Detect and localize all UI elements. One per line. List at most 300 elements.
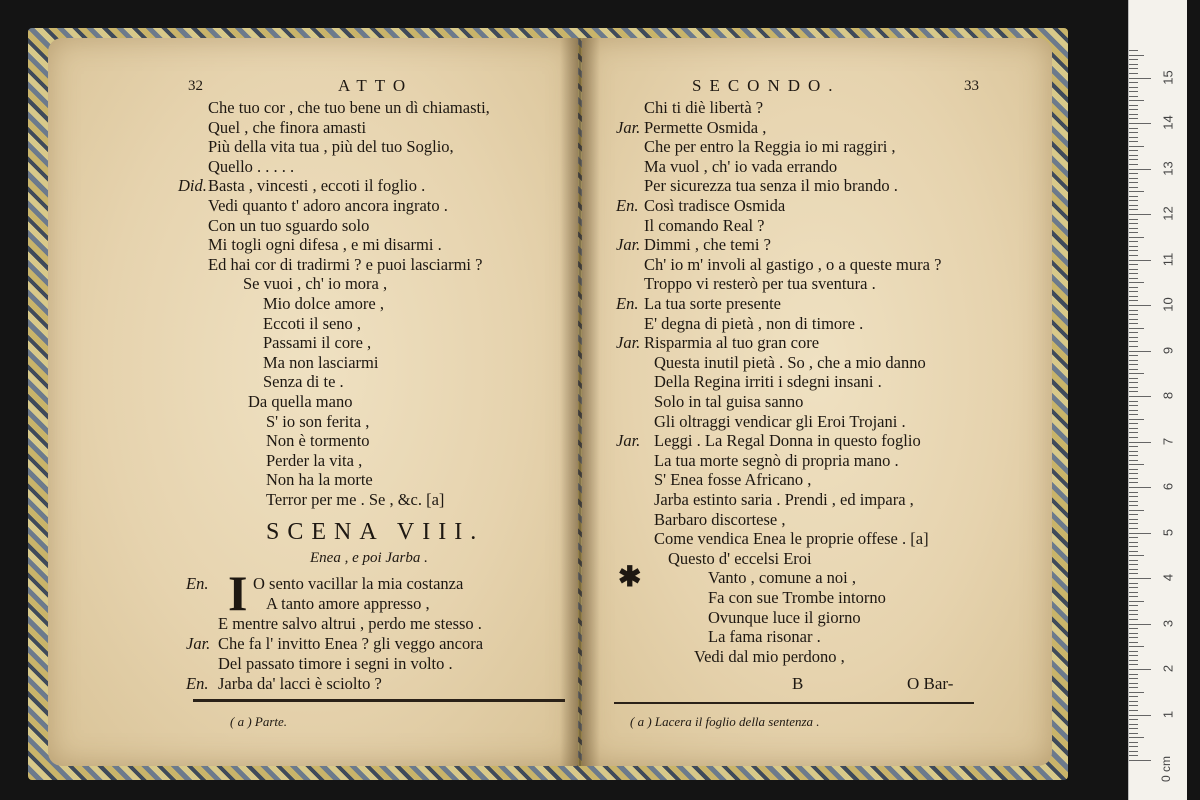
- right-footnote: ( a ) Lacera il foglio della sentenza .: [630, 714, 820, 729]
- speaker-label: Jar.: [616, 117, 641, 137]
- ruler-tick: [1129, 510, 1144, 511]
- line-text: Del passato timore i segni in volto .: [218, 654, 453, 673]
- ruler-tick: [1129, 555, 1144, 556]
- text-line: [248, 392, 352, 412]
- text-line: [186, 574, 464, 594]
- ruler-tick: [1129, 432, 1138, 433]
- speaker-label: En.: [186, 674, 209, 693]
- ruler-tick: [1129, 391, 1138, 392]
- line-text: Il comando Real ?: [644, 215, 765, 235]
- ruler-tick: [1129, 724, 1138, 725]
- ruler-tick: [1129, 300, 1138, 301]
- ruler-tick: [1129, 241, 1138, 242]
- line-text: La fama risonar .: [708, 627, 821, 647]
- speaker-label: En.: [616, 196, 639, 215]
- text-line: [654, 392, 803, 412]
- line-text: Jarba da' lacci è sciolto ?: [218, 674, 382, 693]
- ruler-tick: [1129, 605, 1138, 606]
- text-line: [654, 353, 926, 373]
- ruler-number: 14: [1160, 115, 1176, 130]
- text-line: [208, 255, 482, 275]
- ruler-tick: [1129, 314, 1138, 315]
- text-line: [644, 157, 837, 177]
- ruler-tick: [1129, 614, 1138, 615]
- ruler-tick: [1129, 664, 1138, 665]
- ruler-tick: [1129, 728, 1138, 729]
- line-text: E mentre salvo altrui , perdo me stesso .: [218, 614, 482, 633]
- text-line: [263, 353, 378, 373]
- ruler-tick: [1129, 619, 1138, 620]
- line-text: Se vuoi , ch' io mora ,: [243, 274, 388, 294]
- ruler-tick: [1129, 369, 1138, 370]
- text-line: [708, 588, 886, 608]
- ruler-tick: [1129, 132, 1138, 133]
- line-text: Eccoti il seno ,: [263, 313, 362, 333]
- ruler-tick: [1129, 755, 1138, 756]
- text-line: [218, 654, 453, 674]
- line-text: Non è tormento: [266, 431, 370, 451]
- line-text: Barbaro discortese ,: [654, 509, 786, 529]
- ruler-tick: [1129, 646, 1144, 647]
- ruler-tick: [1129, 637, 1138, 638]
- ruler-tick: [1129, 182, 1138, 183]
- ruler-tick: [1129, 78, 1151, 79]
- line-text: Mi togli ogni difesa , e mi disarmi .: [208, 235, 442, 255]
- ruler-tick: [1129, 546, 1138, 547]
- ruler-tick: [1129, 282, 1144, 283]
- ruler-tick: [1129, 596, 1138, 597]
- line-text: Vedi quanto t' adoro ancora ingrato .: [208, 196, 448, 215]
- ruler-tick: [1129, 733, 1138, 734]
- text-line: [208, 196, 448, 216]
- ruler-tick: [1129, 319, 1138, 320]
- ruler-tick: [1129, 87, 1138, 88]
- line-text: Mio dolce amore ,: [263, 294, 384, 313]
- measuring-ruler: [1128, 0, 1187, 800]
- ruler-tick: [1129, 464, 1144, 465]
- ruler-tick: [1129, 610, 1138, 611]
- ruler-tick: [1129, 128, 1138, 129]
- ruler-tick: [1129, 150, 1138, 151]
- line-text: Da quella mano: [248, 392, 353, 411]
- ruler-tick: [1129, 323, 1138, 324]
- ruler-number: 1: [1160, 710, 1176, 718]
- ruler-tick: [1129, 437, 1138, 438]
- ruler-tick: [1129, 651, 1138, 652]
- line-text: Più della vita tua , più del tuo Soglio,: [208, 137, 454, 157]
- ruler-tick: [1129, 164, 1138, 165]
- line-text: Ma vuol , ch' io vada errando: [644, 156, 838, 176]
- ruler-tick: [1129, 310, 1138, 311]
- ruler-tick: [1129, 59, 1138, 60]
- text-line: [263, 294, 384, 314]
- line-text: Che per entro la Reggia io mi raggiri ,: [644, 137, 896, 157]
- ruler-tick: [1129, 219, 1138, 220]
- ruler-tick: [1129, 737, 1144, 738]
- ruler-tick: [1129, 200, 1138, 201]
- ruler-tick: [1129, 492, 1138, 493]
- ruler-number: 5: [1160, 528, 1176, 536]
- line-text: Non ha la morte: [266, 470, 373, 490]
- line-text: Permette Osmida ,: [644, 117, 767, 137]
- ruler-number: 10: [1160, 297, 1176, 312]
- ruler-tick: [1129, 137, 1138, 138]
- text-line: [243, 274, 387, 294]
- text-line: [668, 549, 812, 569]
- ruler-tick: [1129, 460, 1138, 461]
- line-text: S' io son ferita ,: [266, 411, 370, 431]
- ruler-tick: [1129, 332, 1138, 333]
- speaker-label: Jar.: [186, 634, 211, 653]
- line-text: Quel , che finora amasti: [208, 117, 367, 137]
- ruler-tick: [1129, 68, 1138, 69]
- ruler-tick: [1129, 624, 1151, 625]
- ruler-tick: [1129, 710, 1138, 711]
- left-footnote: ( a ) Parte.: [230, 714, 288, 729]
- text-line: [266, 490, 444, 510]
- text-line: [208, 235, 442, 255]
- ruler-tick: [1129, 96, 1138, 97]
- ruler-tick: [1129, 146, 1144, 147]
- ruler-tick: [1129, 542, 1138, 543]
- ruler-tick: [1129, 446, 1138, 447]
- text-line: [208, 137, 454, 157]
- ruler-number: 15: [1160, 69, 1176, 85]
- line-text: E' degna di pietà , non di timore .: [644, 313, 864, 333]
- line-text: O sento vacillar la mia costanza: [253, 574, 464, 593]
- line-text: Chi ti diè libertà ?: [644, 98, 764, 117]
- text-line: [266, 451, 362, 471]
- ruler-tick: [1129, 346, 1138, 347]
- ruler-tick: [1129, 55, 1144, 56]
- ruler-tick: [1129, 564, 1138, 565]
- scene-title: SCENA VIII.: [266, 519, 485, 545]
- text-line: [263, 372, 344, 392]
- line-text: Ch' io m' involi al gastigo , o a queste mura ?: [644, 254, 942, 274]
- text-line: [654, 470, 811, 490]
- ruler-number: 3: [1160, 619, 1176, 627]
- line-text: Terror per me . Se , &c. [a]: [266, 490, 445, 509]
- ruler-tick: [1129, 328, 1144, 329]
- speaker-label: En.: [186, 574, 209, 593]
- ruler-tick: [1129, 505, 1138, 506]
- text-line: [708, 627, 821, 647]
- line-text: Basta , vincesti , eccoti il foglio .: [208, 176, 426, 196]
- ruler-tick: [1129, 442, 1151, 443]
- line-text: La tua morte segnò di propria mano .: [654, 450, 899, 470]
- ruler-tick: [1129, 260, 1151, 261]
- ruler-tick: [1129, 246, 1138, 247]
- ruler-tick: [1129, 469, 1138, 470]
- ruler-tick: [1129, 592, 1138, 593]
- ruler-tick: [1129, 214, 1151, 215]
- line-text: Che tuo cor , che tuo bene un dì chiamasti,: [208, 98, 490, 117]
- footnote-rule: [193, 699, 565, 702]
- ruler-tick: [1129, 250, 1138, 251]
- ruler-tick: [1129, 123, 1151, 124]
- signature-mark: B: [792, 674, 804, 693]
- text-line: [208, 98, 490, 118]
- ruler-number: 8: [1160, 391, 1176, 400]
- line-text: Ovunque luce il giorno: [708, 607, 861, 627]
- line-text: Risparmia al tuo gran core: [644, 333, 820, 353]
- line-text: Vedi dal mio perdono ,: [694, 646, 845, 666]
- ruler-tick: [1129, 114, 1138, 115]
- ruler-tick: [1129, 674, 1138, 675]
- ruler-tick: [1129, 187, 1138, 188]
- ruler-tick: [1129, 569, 1138, 570]
- text-line: [616, 235, 771, 255]
- ruler-tick: [1129, 355, 1138, 356]
- ruler-tick: [1129, 173, 1138, 174]
- ruler-tick: [1129, 405, 1138, 406]
- ruler-tick: [1129, 373, 1144, 374]
- ruler-tick: [1129, 473, 1138, 474]
- text-line: [266, 412, 369, 432]
- ruler-tick: [1129, 519, 1138, 520]
- text-line: [644, 314, 863, 334]
- ruler-tick: [1129, 105, 1138, 106]
- ruler-number: 13: [1160, 160, 1176, 176]
- ruler-tick: [1129, 360, 1138, 361]
- line-text: Jarba estinto saria . Prendi , ed impara ,: [654, 490, 914, 509]
- ruler-tick: [1129, 169, 1151, 170]
- ruler-tick: [1129, 82, 1138, 83]
- speaker-label: En.: [616, 294, 639, 313]
- ruler-tick: [1129, 687, 1138, 688]
- speaker-label: Jar.: [616, 431, 641, 451]
- ruler-tick: [1129, 223, 1138, 224]
- ruler-tick: [1129, 560, 1138, 561]
- text-line: [654, 451, 899, 471]
- ruler-tick: [1129, 337, 1138, 338]
- ruler-tick: [1129, 701, 1138, 702]
- line-text: Passami il core ,: [263, 333, 372, 353]
- line-text: Gli oltraggi vendicar gli Eroi Trojani .: [654, 411, 906, 431]
- ruler-number: 4: [1160, 573, 1176, 582]
- ruler-tick: [1129, 191, 1144, 192]
- ruler-tick: [1129, 64, 1138, 65]
- ruler-tick: [1129, 660, 1138, 661]
- ruler-tick: [1129, 655, 1138, 656]
- ruler-tick: [1129, 269, 1138, 270]
- text-line: [616, 196, 786, 216]
- ruler-tick: [1129, 715, 1151, 716]
- scene-subtitle: Enea , e poi Jarba .: [310, 550, 428, 566]
- line-text: La tua sorte presente: [644, 294, 781, 313]
- text-line: [218, 614, 482, 634]
- ruler-tick: [1129, 155, 1138, 156]
- line-text: Fa con sue Trombe intorno: [708, 588, 886, 607]
- ruler-tick: [1129, 455, 1138, 456]
- line-text: Quello . . . . .: [208, 156, 295, 176]
- ruler-tick: [1129, 583, 1138, 584]
- ruler-unit: 0 cm: [1159, 755, 1174, 783]
- text-line: [654, 510, 786, 530]
- line-text: Solo in tal guisa sanno: [654, 392, 804, 411]
- line-text: Questo d' eccelsi Eroi: [668, 548, 812, 568]
- ruler-tick: [1129, 573, 1138, 574]
- ruler-number: 7: [1160, 437, 1176, 445]
- line-text: Con un tuo sguardo solo: [208, 215, 370, 235]
- ruler-tick: [1129, 50, 1138, 51]
- ruler-tick: [1129, 523, 1138, 524]
- ruler-tick: [1129, 205, 1138, 206]
- ruler-tick: [1129, 382, 1138, 383]
- line-text: Della Regina irriti i sdegni insani .: [654, 372, 882, 392]
- ruler-tick: [1129, 273, 1138, 274]
- ruler-tick: [1129, 683, 1138, 684]
- text-line: [616, 431, 921, 451]
- ruler-tick: [1129, 237, 1144, 238]
- ruler-tick: [1129, 232, 1138, 233]
- line-text: Senza di te .: [263, 372, 344, 392]
- text-line: [266, 431, 370, 451]
- ruler-number: 12: [1160, 206, 1176, 221]
- ruler-tick: [1129, 364, 1138, 365]
- text-line: [644, 255, 941, 275]
- text-line: [178, 176, 426, 196]
- line-text: Perder la vita ,: [266, 450, 363, 470]
- line-text: S' Enea fosse Africano ,: [654, 470, 812, 490]
- line-text: Ma non lasciarmi: [263, 352, 379, 372]
- text-line: [654, 412, 906, 432]
- text-line: [708, 608, 861, 628]
- ruler-tick: [1129, 451, 1138, 452]
- ruler-tick: [1129, 628, 1138, 629]
- line-text: A tanto amore appresso ,: [266, 594, 430, 613]
- text-line: [616, 294, 781, 314]
- text-line: [186, 634, 484, 654]
- text-line: [694, 647, 845, 667]
- ruler-tick: [1129, 551, 1138, 552]
- left-page-number: 32: [188, 78, 203, 94]
- ruler-tick: [1129, 587, 1138, 588]
- ruler-tick: [1129, 255, 1138, 256]
- text-line: [208, 118, 366, 138]
- speaker-label: Jar.: [616, 235, 641, 255]
- text-line: [208, 216, 369, 236]
- right-page-number: 33: [964, 78, 979, 94]
- ruler-tick: [1129, 669, 1151, 670]
- ruler-tick: [1129, 742, 1138, 743]
- text-line: [266, 594, 430, 614]
- speaker-label: Jar.: [616, 333, 641, 353]
- ruler-tick: [1129, 100, 1144, 101]
- ruler-tick: [1129, 305, 1151, 306]
- left-running-head: ATTO: [338, 76, 414, 95]
- ruler-number: 6: [1160, 482, 1176, 491]
- ruler-tick: [1129, 91, 1138, 92]
- drop-cap: I: [228, 565, 248, 621]
- ruler-tick: [1129, 387, 1138, 388]
- line-text: Come vendica Enea le proprie offese . [a]: [654, 529, 929, 549]
- ruler-tick: [1129, 296, 1138, 297]
- footnote-rule-right: [614, 702, 974, 704]
- ruler-tick: [1129, 678, 1138, 679]
- ruler-tick: [1129, 642, 1138, 643]
- text-line: [708, 568, 856, 588]
- ruler-tick: [1129, 428, 1138, 429]
- ruler-tick: [1129, 751, 1138, 752]
- ruler-number: 11: [1160, 252, 1176, 266]
- ruler-tick: [1129, 514, 1138, 515]
- text-line: [654, 490, 914, 510]
- text-line: [263, 333, 371, 353]
- text-line: [644, 98, 763, 118]
- text-line: [644, 176, 898, 196]
- ruler-tick: [1129, 278, 1138, 279]
- ruler-tick: [1129, 482, 1138, 483]
- ruler-tick: [1129, 578, 1151, 579]
- ruler-tick: [1129, 118, 1138, 119]
- ruler-tick: [1129, 719, 1138, 720]
- ruler-tick: [1129, 410, 1138, 411]
- line-text: Dimmi , che temi ?: [644, 235, 771, 255]
- ruler-tick: [1129, 633, 1138, 634]
- ruler-tick: [1129, 423, 1138, 424]
- ruler-tick: [1129, 692, 1144, 693]
- line-text: Così tradisce Osmida: [644, 196, 786, 215]
- ruler-tick: [1129, 209, 1138, 210]
- text-line: [266, 470, 373, 490]
- ruler-tick: [1129, 396, 1151, 397]
- ruler-tick: [1129, 414, 1138, 415]
- ruler-tick: [1129, 378, 1138, 379]
- ruler-tick: [1129, 419, 1144, 420]
- ruler-tick: [1129, 537, 1138, 538]
- ruler-tick: [1129, 501, 1138, 502]
- text-line: [616, 117, 767, 138]
- line-text: Questa inutil pietà . So , che a mio danno: [654, 352, 926, 372]
- right-page: [582, 38, 1052, 766]
- text-line: [644, 274, 876, 294]
- ruler-tick: [1129, 487, 1151, 488]
- ruler-tick: [1129, 287, 1138, 288]
- line-text: Per sicurezza tua senza il mio brando .: [644, 176, 898, 196]
- line-text: Vanto , comune a noi ,: [708, 568, 857, 588]
- text-line: [263, 314, 361, 334]
- ruler-tick: [1129, 178, 1138, 179]
- text-line: [208, 157, 294, 177]
- left-page: [48, 38, 578, 766]
- ruler-tick: [1129, 351, 1151, 352]
- asterisk-mark: ✱: [618, 562, 642, 593]
- ruler-tick: [1129, 109, 1138, 110]
- ruler-tick: [1129, 401, 1138, 402]
- line-text: Ed hai cor di tradirmi ? e puoi lasciarmi ?: [208, 254, 483, 274]
- ruler-tick: [1129, 496, 1138, 497]
- ruler-tick: [1129, 73, 1138, 74]
- ruler-tick: [1129, 478, 1138, 479]
- ruler-tick: [1129, 533, 1151, 534]
- speaker-label: Did.: [178, 176, 207, 196]
- line-text: Leggi . La Regal Donna in questo foglio: [654, 431, 921, 451]
- ruler-tick: [1129, 528, 1138, 529]
- line-text: Troppo vi resterò per tua sventura .: [644, 274, 876, 294]
- catchword: O Bar-: [907, 674, 954, 693]
- text-line: [644, 216, 765, 236]
- ruler-tick: [1129, 228, 1138, 229]
- text-line: [616, 333, 820, 353]
- text-line: [644, 137, 896, 157]
- ruler-tick: [1129, 264, 1138, 265]
- ruler-tick: [1129, 696, 1138, 697]
- ruler-tick: [1129, 760, 1151, 761]
- ruler-tick: [1129, 341, 1138, 342]
- text-line: [654, 372, 882, 392]
- ruler-tick: [1129, 291, 1138, 292]
